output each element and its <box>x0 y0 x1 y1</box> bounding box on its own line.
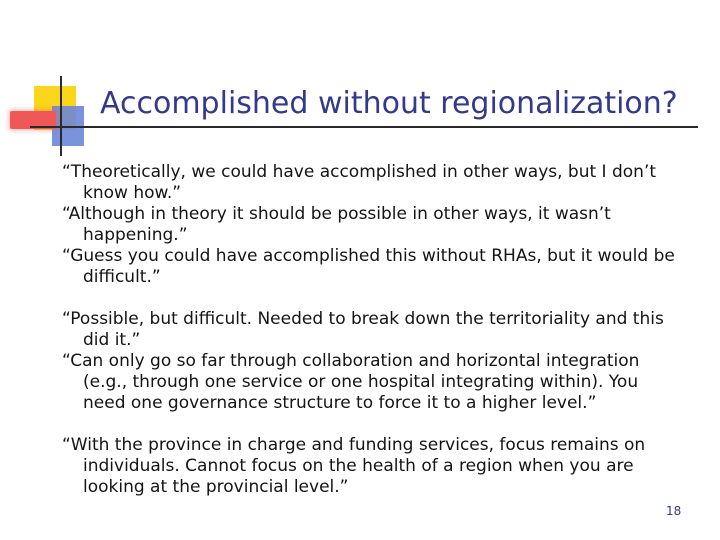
title-divider-line <box>30 126 698 128</box>
quote-list <box>62 162 682 498</box>
slide-title: Accomplished without regionalization? <box>100 86 678 121</box>
quote-item: “With the province in charge and funding services, focus remains on individuals. Cannot focus on the health of a region when you are looking at the provincial level.” <box>62 435 646 497</box>
page-number: 18 <box>666 504 682 518</box>
paragraph-gap <box>62 288 682 309</box>
quote-item: “Can only go so far through collaboration and horizontal integration (e.g., through one service or one hospital integrating within). You need one governance structure to force it to a higher level.” <box>62 351 640 413</box>
paragraph-gap <box>62 414 682 435</box>
decorative-vertical-line <box>60 76 62 156</box>
quote-item: “Although in theory it should be possible in other ways, it wasn’t happening.” <box>62 204 611 245</box>
quote-item: “Possible, but difficult. Needed to break down the territoriality and this did it.” <box>62 309 664 350</box>
quote-item: “Guess you could have accomplished this without RHAs, but it would be difficult.” <box>62 246 675 287</box>
quote-item: “Theoretically, we could have accomplished in other ways, but I don’t know how.” <box>62 162 657 203</box>
